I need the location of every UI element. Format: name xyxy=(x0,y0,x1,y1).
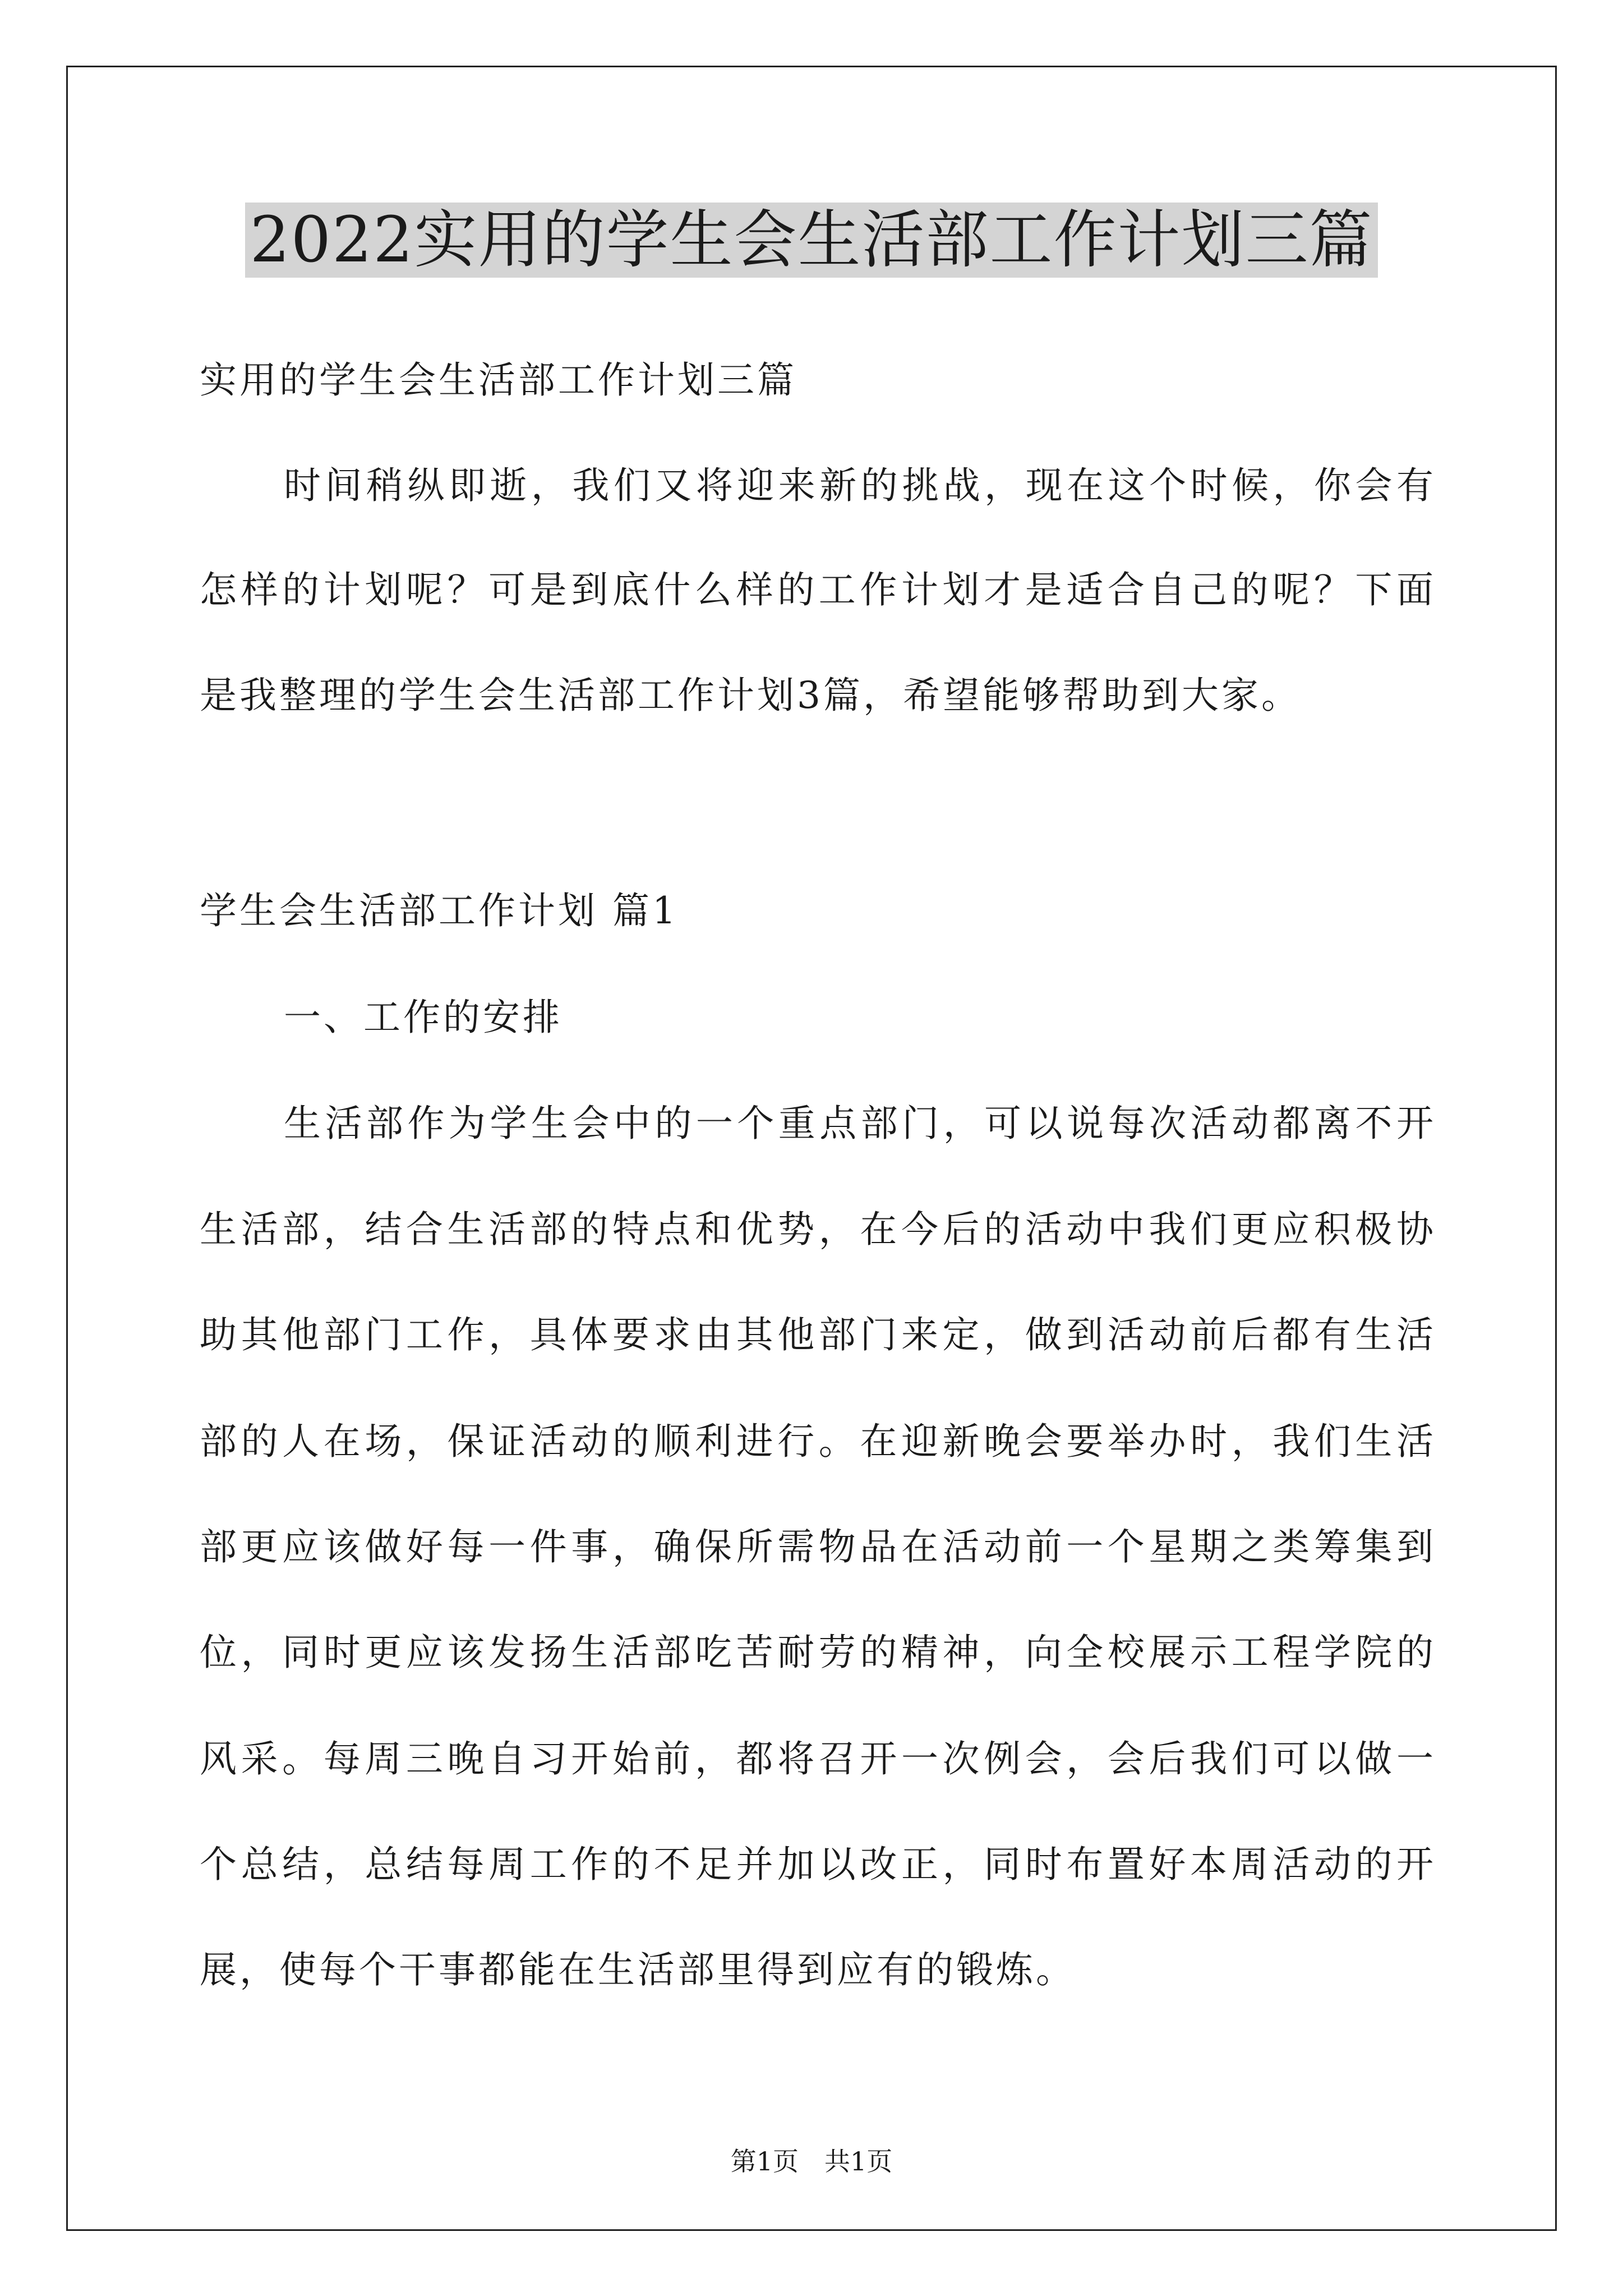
section-heading: 学生会生活部工作计划 篇1 xyxy=(200,889,679,932)
body-line-3: 助其他部门工作，具体要求由其他部门来定，做到活动前后都有生活 xyxy=(200,1313,1433,1356)
body-line-5: 部更应该做好每一件事，确保所需物品在活动前一个星期之类筹集到 xyxy=(200,1525,1433,1568)
subheading: 一、工作的安排 xyxy=(284,996,562,1039)
body-line-2: 生活部，结合生活部的特点和优势，在今后的活动中我们更应积极协 xyxy=(200,1208,1433,1251)
body-line-1: 生活部作为学生会中的一个重点部门，可以说每次活动都离不开 xyxy=(284,1102,1433,1145)
body-line-4: 部的人在场，保证活动的顺利进行。在迎新晚会要举办时，我们生活 xyxy=(200,1420,1433,1463)
body-line-8: 个总结，总结每周工作的不足并加以改正，同时布置好本周活动的开 xyxy=(200,1843,1433,1886)
body-line-6: 位，同时更应该发扬生活部吃苦耐劳的精神，向全校展示工程学院的 xyxy=(200,1631,1433,1674)
document-title xyxy=(0,201,1623,279)
intro-line-3: 是我整理的学生会生活部工作计划3篇，希望能够帮助到大家。 xyxy=(200,674,1301,717)
body-line-9: 展，使每个干事都能在生活部里得到应有的锻炼。 xyxy=(200,1948,1076,1991)
body-line-7: 风采。每周三晚自习开始前，都将召开一次例会，会后我们可以做一 xyxy=(200,1737,1433,1780)
intro-line-1: 时间稍纵即逝，我们又将迎来新的挑战，现在这个时候，你会有 xyxy=(284,464,1433,507)
intro-line-2: 怎样的计划呢？可是到底什么样的工作计划才是适合自己的呢？下面 xyxy=(200,568,1433,611)
document-title-text: 2022实用的学生会生活部工作计划三篇 xyxy=(245,203,1377,278)
page-footer: 第1页 共1页 xyxy=(730,2146,893,2177)
document-subtitle: 实用的学生会生活部工作计划三篇 xyxy=(200,358,797,402)
